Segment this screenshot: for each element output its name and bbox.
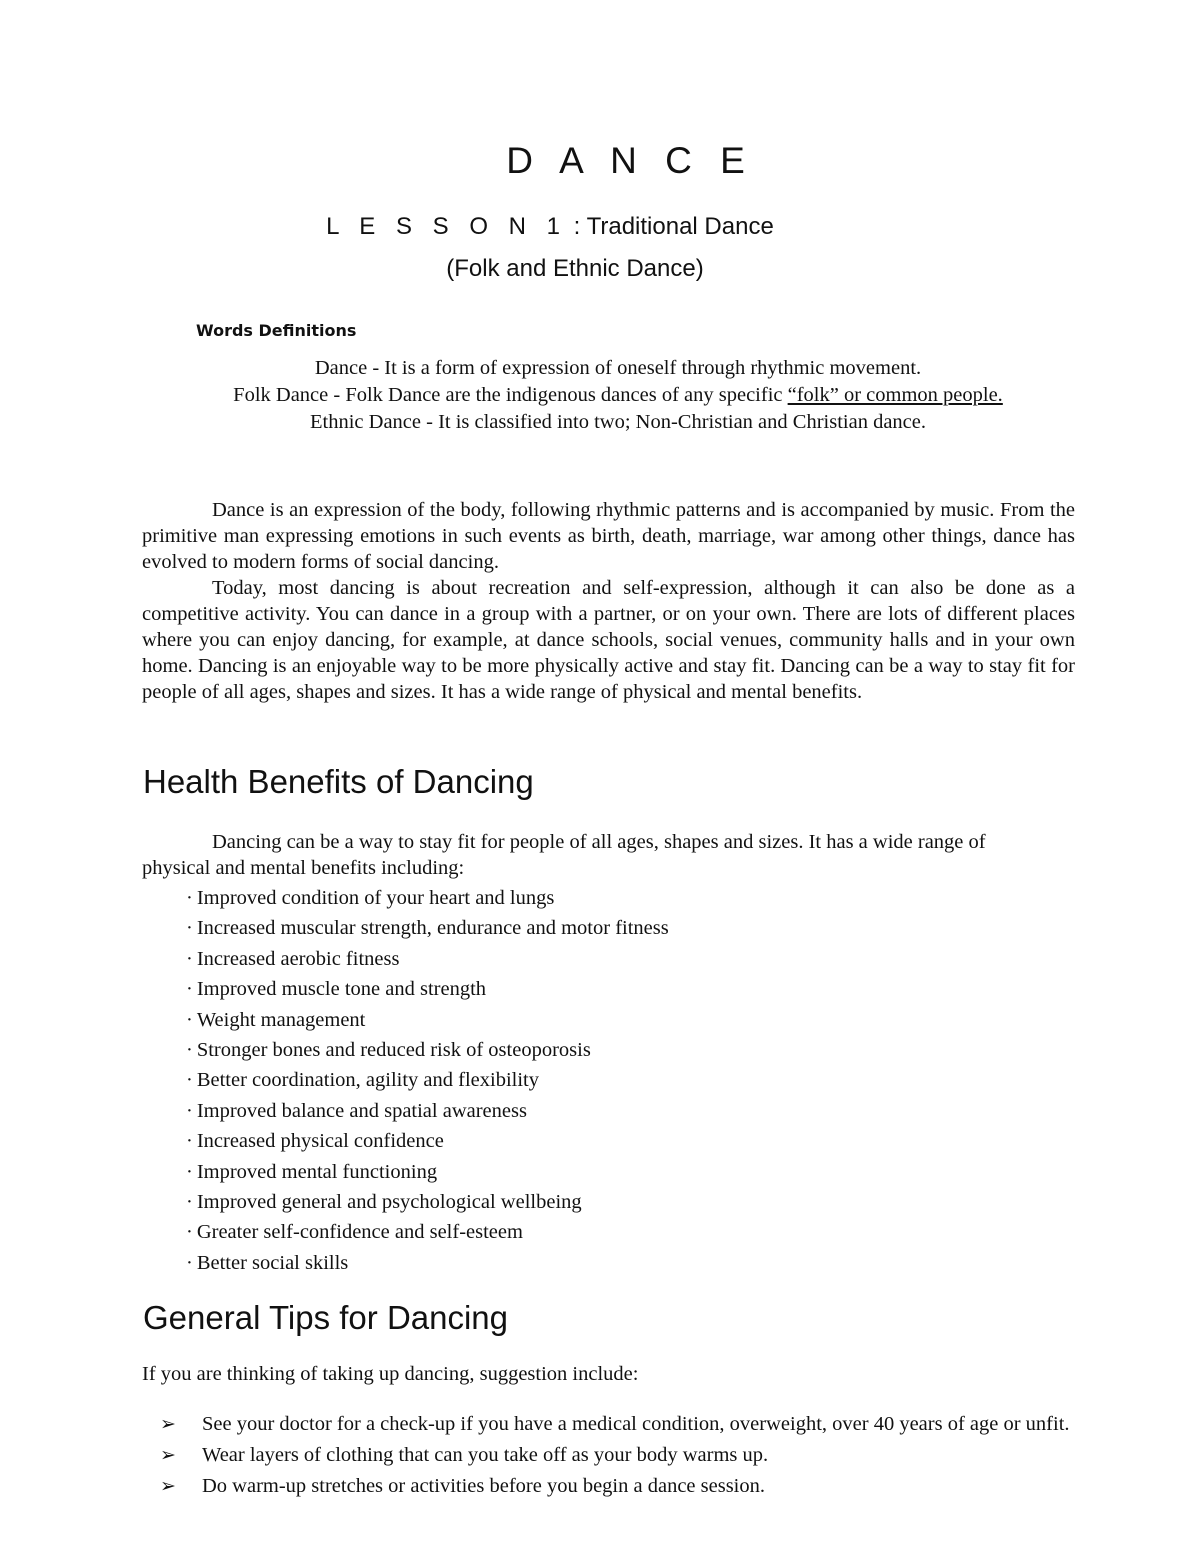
definition-folk-dance <box>198 382 1038 408</box>
list-item: · Better coordination, agility and flexibility <box>186 1069 539 1092</box>
arrow-bullet-icon: ➢ <box>160 1475 176 1497</box>
bullet-icon: · <box>186 1251 193 1274</box>
health-benefits-heading: Health Benefits of Dancing <box>143 763 534 800</box>
lesson-title <box>0 213 1100 241</box>
bullet-icon: · <box>186 1008 193 1031</box>
list-item: ➢ Do warm-up stretches or activities before you begin a dance session. <box>160 1473 1080 1500</box>
arrow-bullet-icon: ➢ <box>160 1413 176 1435</box>
health-benefits-intro: Dancing can be a way to stay fit for people of all ages, shapes and sizes. It has a wide range of physical and mental benefits including: <box>142 831 986 879</box>
bullet-icon: · <box>186 1190 193 1213</box>
general-tips-intro: If you are thinking of taking up dancing, suggestion include: <box>142 1363 639 1385</box>
bullet-icon: · <box>186 978 193 1001</box>
list-item: · Greater self-confidence and self-esteem <box>186 1221 523 1244</box>
list-item: · Increased physical confidence <box>186 1130 444 1153</box>
bullet-icon: · <box>186 1069 193 1092</box>
intro-paragraph-2: Today, most dancing is about recreation and self-expression, although it can also be done as a competitive activity. You can dance in a group with a partner, or on your own. There are lots of different places where you can enjoy dancing, for example, at dance schools, social venues, community halls and in your own home. Dancing is an enjoyable way to be more physically active and stay fit. Dancing can be a way to stay fit for people of all ages, shapes and sizes. It has a wide range of physical and mental benefits. <box>142 577 1075 703</box>
bullet-icon: · <box>186 947 193 970</box>
lesson-label: L E S S O N 1 <box>326 213 568 240</box>
general-tips-heading: General Tips for Dancing <box>143 1299 509 1336</box>
list-item: · Better social skills <box>186 1251 349 1274</box>
list-item: · Improved balance and spatial awareness <box>186 1099 527 1122</box>
definition-folk-underlined: “folk” or common people. <box>787 384 1003 406</box>
bullet-icon: · <box>186 1038 193 1061</box>
lesson-separator: : <box>567 213 587 240</box>
bullet-icon: · <box>186 917 193 940</box>
document-title: D A N C E <box>506 140 754 181</box>
definition-ethnic-dance: Ethnic Dance - It is classified into two; Non-Christian and Christian dance. <box>310 411 926 433</box>
general-tips-list <box>160 1411 1080 1504</box>
definitions-block <box>0 354 1200 436</box>
definitions-heading: Words Definitions <box>196 321 357 340</box>
list-item: · Increased aerobic fitness <box>186 947 400 970</box>
definition-folk-text: Folk Dance - Folk Dance are the indigenous dances of any specific <box>233 384 788 406</box>
definition-dance: Dance - It is a form of expression of oneself through rhythmic movement. <box>314 357 922 379</box>
list-item: · Weight management <box>186 1008 366 1031</box>
list-item: ➢ See your doctor for a check-up if you have a medical condition, overweight, over 40 years of age or unfit. <box>160 1411 1080 1438</box>
intro-paragraph-1: Dance is an expression of the body, following rhythmic patterns and is accompanied by music. From the primitive man expressing emotions in such events as birth, death, marriage, war among other things, dance has evolved to modern forms of social dancing. <box>142 499 1075 573</box>
arrow-bullet-icon: ➢ <box>160 1444 176 1466</box>
bullet-icon: · <box>186 1221 193 1244</box>
list-item: · Increased muscular strength, endurance and motor fitness <box>186 917 669 940</box>
list-item: · Stronger bones and reduced risk of osteoporosis <box>186 1038 591 1061</box>
list-item: · Improved condition of your heart and lungs <box>186 887 555 909</box>
lesson-name: Traditional Dance <box>586 213 774 240</box>
lesson-subtitle: (Folk and Ethnic Dance) <box>446 255 704 282</box>
health-benefits-list <box>186 885 669 1280</box>
bullet-icon: · <box>186 1130 193 1153</box>
bullet-icon: · <box>186 1099 193 1122</box>
list-item: · Improved mental functioning <box>186 1160 438 1183</box>
list-item: · Improved muscle tone and strength <box>186 978 487 1001</box>
bullet-icon: · <box>186 887 193 909</box>
list-item: · Improved general and psychological wellbeing <box>186 1190 582 1213</box>
list-item: ➢ Wear layers of clothing that can you take off as your body warms up. <box>160 1442 1080 1469</box>
bullet-icon: · <box>186 1160 193 1183</box>
